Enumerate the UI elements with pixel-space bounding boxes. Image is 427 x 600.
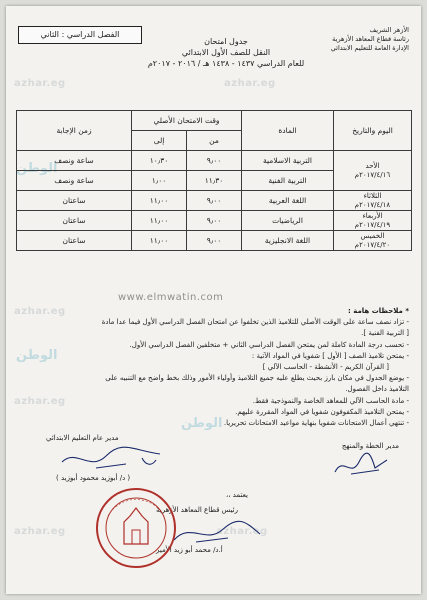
note-line: - يمتحن تلاميذ الصف [ الأول ] شفويا في المواد الآتية : — [251, 351, 409, 360]
to-cell: ١٠٫٣٠ — [132, 151, 187, 171]
watermark-logo: الوطن — [16, 348, 58, 363]
notes-section — [17, 306, 409, 429]
plan-director-signature — [331, 452, 391, 480]
to-cell: ١١٫٠٠ — [132, 191, 187, 211]
watermark-site: azhar.eg — [224, 78, 276, 89]
watermark-site: azhar.eg — [14, 306, 66, 317]
day-date-cell — [334, 191, 412, 211]
exam-date: ٢٠١٧/٤/٢٠م — [354, 240, 391, 249]
duration-cell: ساعتان — [17, 211, 132, 231]
duration-cell: ساعتان — [17, 191, 132, 211]
note-line: - تزاد نصف ساعة على الوقت الأصلي للتلاميذ الذين تخلفوا عن امتحان الفصل الدراسي الأول فيما عدا مادة — [101, 318, 409, 327]
title-line: جدول امتحان — [204, 37, 248, 46]
watermark-logo: الوطن — [181, 416, 223, 431]
watermark-site: azhar.eg — [14, 78, 66, 89]
to-cell: ١٫٠٠ — [132, 171, 187, 191]
notes-heading: * ملاحظات هامة : — [347, 307, 409, 315]
from-cell: ١١٫٣٠ — [187, 171, 242, 191]
exam-date: ٢٠١٧/٤/١٩م — [354, 220, 391, 229]
document-page — [6, 6, 421, 594]
watermark-site: azhar.eg — [216, 526, 268, 537]
day-name: الأربعاء — [362, 211, 383, 220]
table-row — [17, 231, 412, 251]
day-date-cell — [334, 211, 412, 231]
table-row — [17, 191, 412, 211]
to-cell: ١١٫٠٠ — [132, 211, 187, 231]
subject-cell: التربية الفنية — [242, 171, 334, 191]
watermark-site: azhar.eg — [14, 396, 66, 407]
title-line: للعام الدراسي ١٤٣٧ - ١٤٣٨ هـ / ٢٠١٦ - ٢٠١٧م — [147, 59, 305, 68]
org-line: رئاسة قطاع المعاهد الأزهرية — [332, 35, 409, 43]
day-name: الخميس — [360, 231, 385, 240]
subject-cell: الرياضيات — [242, 211, 334, 231]
table-row — [17, 211, 412, 231]
title-line: النقل للصف الأول الابتدائي — [181, 48, 271, 57]
sector-head-name: أ.د/ محمد أبو زيد الأمير — [156, 546, 223, 554]
watermark-site: azhar.eg — [14, 526, 66, 537]
day-date-cell — [334, 151, 412, 191]
watermark-logo: الوطن — [16, 161, 58, 176]
duration-cell: ساعة ونصف — [17, 151, 132, 171]
plan-director-title: مدير الخطة والمنهج — [341, 442, 399, 450]
exam-schedule-table — [16, 110, 412, 251]
subject-cell: اللغة الانجليزية — [242, 231, 334, 251]
header-from: من — [187, 131, 242, 151]
header-day-date: اليوم والتاريخ — [334, 111, 412, 151]
note-line: - تنتهي أعمال الامتحانات شفويا بنهاية مواعيد الامتحانات تحريريا. — [223, 419, 409, 428]
from-cell: ٩٫٠٠ — [187, 231, 242, 251]
primary-director-name: ( د/ أبوزيد محمود أبوزيد ) — [56, 474, 131, 482]
note-line: [ القرآن الكريم - الأنشطة - الحاسب الآلي ] — [262, 363, 389, 372]
exam-date: ٢٠١٧/٤/١٨م — [354, 200, 391, 209]
sector-head-title: رئيس قطاع المعاهد الأزهرية — [156, 506, 239, 514]
day-name: الأحد — [365, 161, 380, 170]
subject-cell: اللغة العربية — [242, 191, 334, 211]
org-line: الأزهر الشريف — [369, 26, 409, 34]
duration-cell: ساعتان — [17, 231, 132, 251]
org-line: الإدارة العامة للتعليم الابتدائي — [330, 44, 409, 52]
approval-label: يعتمد ،، — [226, 491, 248, 499]
sector-head-signature — [166, 516, 266, 548]
subject-cell: التربية الاسلامية — [242, 151, 334, 171]
header-to: إلى — [132, 131, 187, 151]
from-cell: ٩٫٠٠ — [187, 211, 242, 231]
header-answer-time: زمن الإجابة — [17, 111, 132, 151]
from-cell: ٩٫٠٠ — [187, 191, 242, 211]
note-line: - مادة الحاسب الآلي للمعاهد الخاصة والنموذجية فقط. — [252, 396, 409, 405]
note-line: [ التربية الفنية ]. — [361, 329, 409, 338]
note-line: - يوضع الجدول في مكان بارز بحيث يطلع عليه جميع التلاميذ وأولياء الأمور وذلك بخط واضح مع التنبيه على — [105, 374, 409, 383]
semester-label: الفصل الدراسي : الثاني — [18, 26, 142, 44]
watermark-url: www.elmwatin.com — [118, 292, 224, 303]
note-line: - تحسب درجة المادة كاملة لمن يمتحن الفصل الدراسي الثاني + متخلفين الفصل الدراسي الأول. — [129, 340, 409, 349]
from-cell: ٩٫٠٠ — [187, 151, 242, 171]
official-stamp-seal — [94, 486, 178, 570]
table-row — [17, 151, 412, 171]
note-line: - يمتحن التلاميذ المكفوفون شفويا في المواد المقررة عليهم. — [235, 407, 409, 416]
exam-date: ٢٠١٧/٤/١٦م — [354, 170, 391, 179]
duration-cell: ساعة ونصف — [17, 171, 132, 191]
day-date-cell — [334, 231, 412, 251]
organization-header — [289, 26, 409, 53]
to-cell: ١١٫٠٠ — [132, 231, 187, 251]
primary-director-signature — [56, 444, 166, 474]
header-subject: المادة — [242, 111, 334, 151]
day-name: الثلاثاء — [363, 191, 382, 200]
primary-director-title: مدير عام التعليم الابتدائي — [46, 434, 119, 442]
document-title — [146, 36, 306, 69]
note-line: التلاميذ داخل الفصول. — [345, 385, 409, 394]
header-original-time: وقت الامتحان الأصلي — [132, 111, 242, 131]
